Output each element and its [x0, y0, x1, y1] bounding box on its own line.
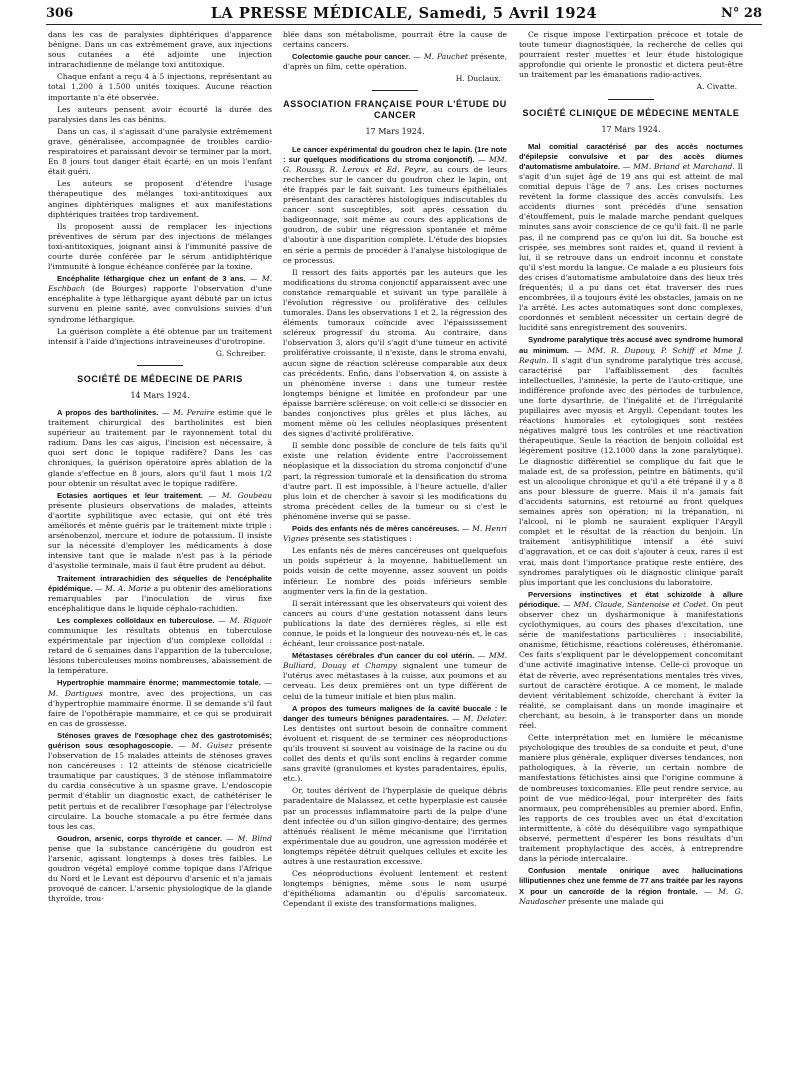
article-text: au cours de leurs recherches sur le cancer du goudron chez le lapin, ont été frappés par le fait suivant. Les tumeurs épithéliales présentant des caractères histologiques indiscutables du cancer sont susceptibles, soit après cessation du badigeonnage, soit même au cours des applications de goudron, de subir une régression spontanée et même d'aboutir à une disparition complète. L'étude des biopsies en série a permis de procéder à l'analyse histologique de ce processus.	[283, 164, 507, 265]
article-title: A propos des bartholinites.	[57, 408, 159, 417]
separator	[608, 99, 654, 100]
column-2	[283, 30, 507, 1080]
article-text: On peut observer chez un dysharmonique à manifestations cyclothymiques, au cours des phases d'excitation, une série de manifestations particulières : insociabilité, onanisme, fétichisme, réactions coléreuses, éthéromanie. Ces faits s'expliquent par le développement concomitant d'une activité imaginative intense. Celle-ci provoque un état de rêverie, avec représentations mentales très vives, surtout de caractère érotique. A ce moment, le malade devient véritablement schizoïde, cherchant à éviter la réalité, se complaisant dans un monde imaginaire et cherchant, au besoin, à le transporter dans un monde réel.	[519, 599, 743, 730]
article-text: (de Bourges) rapporte l'observation d'une encéphalite à type léthargique ayant débuté par un ictus survenu en pleine santé, avec convulsions suivies d'un syndrome léthargique.	[48, 284, 272, 324]
section-heading: SOCIÉTÉ CLINIQUE DE MÉDECINE MENTALE	[522, 107, 740, 118]
header-rule	[46, 24, 762, 25]
article: Encéphalite léthargique chez un enfant de 3 ans. — M. Eschbach (de Bourges) rapporte l'observation d'une encéphalite à type léthargique ayant débuté par un ictus survenu en pleine santé, avec convulsions suivies d'un syndrome léthargique.	[48, 274, 272, 324]
paragraph: blée dans son métabolisme, pourrait être la cause de certains cancers.	[283, 30, 507, 50]
signature: G. Schreiber.	[215, 348, 266, 358]
paragraph: dans les cas de paralysies diphtériques d'apparence bénigne. Dans un cas extrêmement grave, aux injections sous cutanées a été adjointe une injection intrarachidienne de mélange toxi antitoxique.	[48, 30, 272, 70]
article-text: montre, avec des projections, un cas d'hypertrophie mammaire énorme. Il se demande s'il faut faire de l'opothérapie mammaire, et ce qui se produirait en cas de grossesse.	[48, 688, 272, 728]
article-author: M. Blind	[237, 833, 272, 843]
page-number: 306	[46, 6, 74, 21]
paragraph: Ce risque impose l'extirpation précoce et totale de toute tumeur diagnostiquée, la recherche de celles qui pourraient rester muettes et leur étude histologique approfondie qui oriente le pronostic et dictera peut-être un traitement par les émanations radio-actives.	[519, 30, 743, 80]
paragraph: Il serait intéressant que les observateurs qui voient des cancers au cours d'une gestation notassent dans leurs publications la date des dernières règles, si elle est connue, le poids et la longueur des nouveau-nés et, le cas échéant, leur croissance post-natale.	[283, 598, 507, 649]
article-author: MM. Bulliard, Douay et Champy	[283, 651, 507, 671]
article-title: A propos des tumeurs malignes de la cavité buccale : le danger des tumeurs bénignes paradentaires.	[283, 703, 507, 723]
page-header	[46, 4, 762, 24]
article: Poids des enfants nés de mères cancéreuses. — M. Henri Vignes présente ses statistiques :	[283, 524, 507, 544]
article-text: présente l'observation de 15 malades atteints de sténoses graves non cancéreuses : 12 atteints de sténose cicatricielle traumatique par caustiques, 3 de sténose inflammatoire du cardia consécutive à un spasme grave. L'endoscopie permit d'établir un diagnostic exact, de cathétériser le petit pertuis et de recalibrer l'œsophage par l'électrolyse circulaire. La bouche stomacale a pu être fermée dans tous les cas.	[48, 741, 272, 831]
article-text: présente une malade qui	[568, 896, 664, 906]
article: Syndrome paralytique très accusé avec syndrome humoral au minimum. — MM. R. Dupouy, P. Schiff et Mme J. Requin. Il s'agit d'un syndrome paralytique très accusé, caractérisé par l'affaiblissement des facultés intellectuelles, l'amnésie, la perte de l'auto-critique, une indifférence profonde avec des périodes de turbulence, une forte dysarthrie, de l'inégalité et de l'irrégularité pupillaires avec myosis et Argyll. Cependant toutes les réactions humorales et cytologiques sont restées négatives malgré tous les contrôles et une réactivation thérapeutique. Seule la réaction de benjoin colloïdal est légèrement positive (12.1000 dans la zone paralytique). Le diagnostic différentiel se complique du fait que le malade est, de sa profession, peintre en bâtiments, qu'il est un alcoolique chronique et qu'il a été trépané il y a 8 ans pour blessure de guerre. Mais il n'a jamais fait d'accidents saturnins, est retourné au front quelques semaines après son opération; ni la trépanation, ni l'alcool, ni le plomb ne sauraient expliquer l'Argyll complet et le résultat de la réaction du benjoin. Un traitement antisyphilitique intensif a été suivi d'aggravation, et ce cas doit s'ajouter à ceux, rares il est vrai, mais dont l'importance pratique reste entière, des syndromes paralytiques où le diagnostic clinique paraît plus important que les conclusions du laboratoire.	[519, 335, 743, 587]
article-author: M. G. Naudascher	[519, 886, 743, 906]
article-title: Métastases cérébrales d'un cancer du col utérin.	[292, 651, 475, 661]
article-text: signalent une tumeur de l'utérus avec métastases à la cuisse, aux poumons et au cerveau. Les deux premières ont un type différent de celui de la tumeur initiale et bien plus malin.	[283, 661, 507, 701]
article-title: Encéphalite léthargique chez un enfant de 3 ans.	[57, 274, 246, 284]
article-title: Confusion mentale onirique avec hallucinations lilliputiennes chez une femme de 77 ans traitée par les rayons X pour un cancroïde de la région frontale.	[519, 866, 743, 896]
article: Confusion mentale onirique avec hallucinations lilliputiennes chez une femme de 77 ans traitée par les rayons X pour un cancroïde de la région frontale. — M. G. Naudascher présente une malade qui	[519, 866, 743, 906]
paragraph: Cette interprétation met en lumière le mécanisme psychologique des troubles de sa conduite et peut, d'une manière plus générale, expliquer diverses tendances, non pathologiques, à la rêverie, un certain nombre de manifestations fétichistes ainsi que l'origine commune à de nombreuses toxicomanies. Elle peut rendre service, au point de vue médico-légal, pour interpréter des faits anormaux, peu compréhensibles au premier abord. Enfin, les rapports de ces troubles avec un état d'excitation intermittente, à côté du déséquilibre vago sympathique observé, permettent d'espérer les bons résultats d'un traitement prophylactique des accès, à entreprendre dans la période intercalaire.	[519, 733, 743, 864]
article: Traitement intrarachidien des séquelles de l'encéphalite épidémique. — M. A. Marie a pu obtenir des améliorations remarquables par l'inoculation de virus fixe encéphalitique dans le liquide céphalo-rachidien.	[48, 573, 272, 613]
article-author: M. A. Marie	[105, 583, 152, 593]
article: Métastases cérébrales d'un cancer du col utérin. — MM. Bulliard, Douay et Champy signalent une tumeur de l'utérus avec métastases à la cuisse, aux poumons et au cerveau. Les deux premières ont un type différent de celui de la tumeur initiale et bien plus malin.	[283, 651, 507, 701]
signature: A. Civatte.	[696, 82, 737, 92]
article: A propos des tumeurs malignes de la cavité buccale : le danger des tumeurs bénignes paradentaires. — M. Delater. Les dentistes ont surtout besoin de connaître comment évoluent et risquent de se terminer ces néoproductions qu'ils trouvent si souvent au voisinage de la racine ou du collet des dents et qu'ils sont enclins à regarder comme sans gravité (granulomes et kystes paradentaires, épulis, etc.).	[283, 703, 507, 784]
article-title: Traitement intrarachidien des séquelles de l'encéphalite épidémique.	[48, 573, 272, 593]
article-text: estime que le traitement chirurgical des bartholinites est bien supérieur au traitement par le rayonnement total du radium. Dans les cas aigus, l'incision est nécessaire, à quoi sert donc le topique radifère? Dans les cas chroniques, la guérison opératoire après ablation de la glande s'effectue en 8 jours, alors qu'il faut 1 mois 1/2 pour obtenir un résultat avec le topique radifère.	[48, 408, 272, 488]
article-title: Perversions instinctives et état schizoïde à allure périodique.	[519, 589, 743, 609]
article-title: Mal comitial caractérisé par des accès nocturnes d'épilepsie convulsive et par des accès diurnes d'automatisme ambulatoire.	[519, 141, 743, 171]
signature: H. Duclaux.	[455, 74, 501, 84]
article-author: M. Henri Vignes	[283, 524, 507, 544]
article-text: présente, d'après un film, cette opération.	[283, 52, 507, 72]
article-title: Le cancer expérimental du goudron chez le lapin. (1re note : sur quelques modifications du stroma conjonctif).	[283, 144, 507, 164]
article: Ectasies aortiques et leur traitement. — M. Goubeau présente plusieurs observations de malades, atteints d'aortite syphilitique avec ectasie, qui ont été très améliorés et même guéris par le traitement mixte triple : arsénobenzol, mercure et iodure de potassium. Il insiste sur la nécessité d'employer les médicaments à dose intensive tant que le malade n'est pas à la période d'asystolie terminale, mais il faut être prudent au début.	[48, 490, 272, 571]
article: Hypertrophie mammaire énorme; mammectomie totale. — M. Dartigues montre, avec des projections, un cas d'hypertrophie mammaire énorme. Il se demande s'il faut faire de l'opothérapie mammaire, et ce qui se produirait en cas de grossesse.	[48, 678, 272, 728]
paragraph: Il semble donc possible de conclure de tels faits qu'il existe une relation évidente entre l'accroissement néoplasique et la dissociation du stroma conjonctif d'une part, la régression tumorale et la densification du stroma d'autre part. Il est impossible, à l'heure actuelle, d'aller plus loin et de chercher à savoir si les modifications du stroma précèdent celles de la tumeur ou si c'est le phénomène inverse qui se passe.	[283, 441, 507, 521]
paragraph: Dans un cas, il s'agissait d'une paralysie extrêmement grave, généralisée, accompagnée de troubles cardio-respiratoires et paraissant devoir se terminer par la mort. En 8 jours tout danger était écarté; en un mois l'enfant était guéri.	[48, 126, 272, 177]
article-author: M. Riquoir	[229, 615, 272, 625]
article-author: MM. R. Dupouy, P. Schiff et Mme J. Requin.	[519, 345, 743, 365]
article-author: M. Peraire	[173, 408, 215, 417]
paragraph: La guérison complète a été obtenue par un traitement intensif à l'aide d'injections intraveineuses d'urotropine.	[48, 326, 272, 346]
section-date: 17 Mars 1924.	[601, 124, 661, 134]
article-author: M. Pauchet	[423, 52, 468, 62]
article: Sténoses graves de l'œsophage chez des gastrotomisés; guérison sous œsophagoscopie. — M. Guisez présente l'observation de 15 malades atteints de sténoses graves non cancéreuses : 12 atteints de sténose cicatricielle traumatique par caustiques, 3 de sténose inflammatoire du cardia consécutive à un spasme grave. L'endoscopie permit d'établir un diagnostic exact, de cathétériser le petit pertuis et de recalibrer l'œsophage par l'électrolyse circulaire. La bouche stomacale a pu être fermée dans tous les cas.	[48, 730, 272, 831]
paragraph: Or, toutes dérivent de l'hyperplasie de quelque débris paradentaire de Malassez, et cette hyperplasie est causée par un processus inflammatoire parti de la pulpe d'une dent infectée ou d'un sillon gingivo-dentaire; des germes atténués réalisent le même mécanisme que l'irritation expérimentale due au goudron, une agression modérée et longtemps répétée détruit quelques cellules et excite les autres à une restauration excessive.	[283, 786, 507, 867]
section-date: 14 Mars 1924.	[130, 390, 190, 400]
section-heading: ASSOCIATION FRANÇAISE POUR L'ÉTUDE DU CANCER	[283, 99, 507, 121]
paragraph: Chaque enfant a reçu 4 à 5 injections, représentant au total 1.200 à 1.500 unités toxiques. Aucune réaction importante n'a été observée.	[48, 72, 272, 102]
journal-title: LA PRESSE MÉDICALE, Samedi, 5 Avril 1924	[210, 5, 598, 22]
article-title: Poids des enfants nés de mères cancéreuses.	[292, 524, 460, 534]
separator	[137, 365, 183, 366]
article: Mal comitial caractérisé par des accès nocturnes d'épilepsie convulsive et par des accès diurnes d'automatisme ambulatoire. — MM. Briand et Marchand. Il s'agit d'un sujet âgé de 19 ans qui est atteint de mal comitial depuis l'âge de 7 ans. Les crises nocturnes revêtent la forme classique des accès convulsifs. Les accidents diurnes sont précédés d'une sensation d'étouffement, puis le malade marche pendant quelques minutes sans avoir conscience de ce qu'il fait. Il ne parle pas, il ne comprend pas ce qu'on lui dit. Sa bouche est crispée, ses membres sont raides et, quand il revient à lui, il se retrouve dans un endroit inconnu et constate qu'il s'est mordu la langue. Ce malade a eu plusieurs fois des crises d'automatisme ambulatoire dans des lieux très fréquentés; il a pu dans cet état traverser des rues encombrées, il a toujours évité les obstacles, jamais on ne l'a arrêté. Les actes automatiques sont donc complexes, coordonnés et semblent nécessiter un certain degré de lucidité sans enregistrement des souvenirs.	[519, 141, 743, 333]
article-text: Il s'agit d'un sujet âgé de 19 ans qui est atteint de mal comitial depuis l'âge de 7 ans. Les crises nocturnes revêtent la forme classique des accès convulsifs. Les accidents diurnes sont précédés d'une sensation d'étouffement, puis le malade marche pendant quelques minutes sans avoir conscience de ce qu'il fait. Il ne parle pas, il ne comprend pas ce qu'on lui dit. Sa bouche est crispée, ses membres sont raides et, quand il revient à lui, il se retrouve dans un endroit inconnu et constate qu'il s'est mordu la langue. Ce malade a eu plusieurs fois des crises d'automatisme ambulatoire dans des lieux très fréquentés; il a pu dans cet état traverser des rues encombrées, il a toujours évité les obstacles, jamais on ne l'a arrêté. Les actes automatiques sont donc complexes, coordonnés et semblent nécessiter un certain degré de lucidité sans enregistrement des souvenirs.	[519, 161, 743, 333]
article-text: a pu obtenir des améliorations remarquables par l'inoculation de virus fixe encéphalitique dans le liquide céphalo-rachidien.	[48, 583, 272, 613]
article: Colectomie gauche pour cancer. — M. Pauchet présente, d'après un film, cette opération.	[283, 52, 507, 72]
column-3	[519, 30, 743, 1080]
paragraph: Il ressort des faits apportés par les auteurs que les modifications du stroma conjonctif apparaissent avec une constance remarquable et suivant un type parallèle à l'évolution régressive ou proliférative des cellules tumorales. Dans les observations 1 et 2, la régression des éléments tumoraux coïncide avec l'épaississement scléreux progressif du stroma. Au contraire, dans l'observation 3, alors qu'il s'agit d'une tumeur en activité proliférative croissante, il n'existe, dans le stroma envahi, aucun signe de réaction scléreuse comparable aux deux cas précédents. Enfin, dans l'observation 4, on assiste à un phénomène inverse : dans une tumeur restée longtemps bénigne et limitée en profondeur par une épaisse barrière scléreuse, on voit celle-ci se dissocier en bandes conjonctives plus grêles et plus lâches, au moment même où les cellules néoplasiques présentent des signes d'activité proliférative.	[283, 267, 507, 439]
article-text: présente plusieurs observations de malades, atteints d'aortite syphilitique avec ectasie, qui ont été très améliorés et même guéris par le traitement mixte triple : arsénobenzol, mercure et iodure de potassium. Il insiste sur la nécessité d'employer les médicaments à dose intensive tant que le malade n'est pas à la période d'asystolie terminale, mais il faut être prudent au début.	[48, 500, 272, 571]
article-text: Les dentistes ont surtout besoin de connaître comment évoluent et risquent de se terminer ces néoproductions qu'ils trouvent si souvent au voisinage de la racine ou du collet des dents et qu'ils sont enclins à regarder comme sans gravité (granulomes et kystes paradentaires, épulis, etc.).	[283, 723, 507, 784]
article-author: MM. G. Roussy, R. Leroux et Ed. Peyre,	[283, 154, 507, 174]
article-title: Les complexes colloïdaux en tuberculose.	[57, 615, 215, 625]
paragraph: Ils proposent aussi de remplacer les injections préventives de sérum par des injections de mélanges toxi-antitoxiques, joignant ainsi à l'immunité passive de courte durée conférée par le sérum antidiphtérique l'immunité à longue échéance conférée par la toxine.	[48, 221, 272, 272]
article-author: M. Eschbach	[48, 274, 272, 294]
paragraph: Ces néoproductions évoluent lentement et restent longtemps bénignes, même sous le nom usurpé d'épithélioma adamantin ou d'épulis sarcomateux. Cependant il existe des transformations malignes.	[283, 869, 507, 909]
article-text: présente ses statistiques :	[311, 534, 412, 544]
article-title: Hypertrophie mammaire énorme; mammectomie totale.	[57, 678, 261, 688]
column-1	[48, 30, 272, 1080]
article-title: Syndrome paralytique très accusé avec syndrome humoral au minimum.	[519, 335, 743, 355]
article-text: pense que la substance cancérigène du goudron est l'arsenic, agissant longtemps à doses très faibles. Le goudron végétal employé comme topique dans l'Afrique du Nord et le Levant est dépourvu d'arsenic et n'a jamais provoqué de cancer. L'arsenic physiologique de la glande thyroïde, trou-	[48, 843, 272, 904]
paragraph: Les auteurs se proposent d'étendre l'usage thérapeutique des mélanges toxi-antitoxiques aux angines diphtériques malignes et aux manifestations diphtériques traitées trop tardivement.	[48, 179, 272, 219]
article-title: Sténoses graves de l'œsophage chez des gastrotomisés; guérison sous œsophagoscopie.	[48, 730, 272, 750]
article: Goudron, arsenic, corps thyroïde et cancer. — M. Blind pense que la substance cancérigène du goudron est l'arsenic, agissant longtemps à doses très faibles. Le goudron végétal employé comme topique dans l'Afrique du Nord et le Levant est dépourvu d'arsenic et n'a jamais provoqué de cancer. L'arsenic physiologique de la glande thyroïde, trou-	[48, 833, 272, 904]
article-author: M. Dartigues	[48, 688, 103, 698]
separator	[372, 90, 418, 91]
article-author: M. Goubeau	[221, 490, 272, 500]
article-title: Goudron, arsenic, corps thyroïde et cancer.	[57, 833, 222, 843]
article: Le cancer expérimental du goudron chez le lapin. (1re note : sur quelques modifications du stroma conjonctif). — MM. G. Roussy, R. Leroux et Ed. Peyre, au cours de leurs recherches sur le cancer du goudron chez le lapin, ont été frappés par le fait suivant. Les tumeurs épithéliales présentant des caractères histologiques indiscutables du cancer sont susceptibles, soit après cessation du badigeonnage, soit même au cours des applications de goudron, de subir une régression spontanée et même d'aboutir à une disparition complète. L'étude des biopsies en série a permis de procéder à l'analyse histologique de ce processus.	[283, 144, 507, 265]
issue-number: N° 28	[721, 6, 762, 21]
paragraph: Les auteurs pensent avoir écourté la durée des paralysies dans les cas bénins.	[48, 104, 272, 124]
article: Perversions instinctives et état schizoïde à allure périodique. — MM. Claude, Santenoise et Codet. On peut observer chez un dysharmonique à manifestations cyclothymiques, au cours des phases d'excitation, une série de manifestations particulières : insociabilité, onanisme, fétichisme, réactions coléreuses, éthéromanie. Ces faits s'expliquent par le développement concomitant d'une activité imaginative intense. Celle-ci provoque un état de rêverie, avec représentations mentales très vives, surtout de caractère érotique. A ce moment, le malade devient véritablement schizoïde, cherchant à éviter la réalité, se complaisant dans un monde imaginaire et cherchant, au besoin, à le transporter dans un monde réel.	[519, 589, 743, 730]
section-heading: SOCIÉTÉ DE MÉDECINE DE PARIS	[77, 373, 243, 384]
article: A propos des bartholinites. — M. Peraire estime que le traitement chirurgical des bartholinites est bien supérieur au traitement par le rayonnement total du radium. Dans les cas aigus, l'incision est nécessaire, à quoi sert donc le topique radifère? Dans les cas chroniques, la guérison opératoire après ablation de la glande s'effectue en 8 jours, alors qu'il faut 1 mois 1/2 pour obtenir un résultat avec le topique radifère.	[48, 408, 272, 488]
article-title: Ectasies aortiques et leur traitement.	[57, 490, 203, 500]
article-title: Colectomie gauche pour cancer.	[292, 52, 411, 62]
article-text: Il s'agit d'un syndrome paralytique très accusé, caractérisé par l'affaiblissement des facultés intellectuelles, l'amnésie, la perte de l'auto-critique, une indifférence profonde avec des périodes de turbulence, une forte dysarthrie, de l'inégalité et de l'irrégularité pupillaires avec myosis et Argyll. Cependant toutes les réactions humorales et cytologiques sont restées négatives malgré tous les contrôles et une réactivation thérapeutique. Seule la réaction de benjoin colloïdal est légèrement positive (12.1000 dans la zone paralytique). Le diagnostic différentiel se complique du fait que le malade est, de sa profession, peintre en bâtiments, qu'il est un alcoolique chronique et qu'il a été trépané il y a 8 ans pour blessure de guerre. Mais il n'a jamais fait d'accidents saturnins, est retourné au front quelques semaines après son opération; ni la trépanation, ni l'alcool, ni le plomb ne sauraient expliquer l'Argyll complet et le résultat de la réaction du benjoin. Un traitement antisyphilitique intensif a été suivi d'aggravation, et ce cas doit s'ajouter à ceux, rares il est vrai, mais dont l'importance pratique reste entière, des syndromes paralytiques où le diagnostic clinique paraît plus important que les conclusions du laboratoire.	[519, 355, 743, 587]
article-author: MM. Briand et Marchand.	[633, 161, 735, 171]
article-author: M. Guisez	[191, 741, 233, 750]
article-author: MM. Claude, Santenoise et Codet.	[573, 599, 709, 609]
paragraph: Les enfants nés de mères cancéreuses ont quelquefois un poids supérieur à la moyenne, habituellement un poids voisin de cette moyenne, assez souvent un poids inférieur. Le nombre des poids inférieurs semble augmenter vers la fin de la gestation.	[283, 546, 507, 596]
article: Les complexes colloïdaux en tuberculose. — M. Riquoir communique les résultats obtenus en tuberculose expérimentale par injection d'un complexe colloïdal : retard de 6 semaines dans l'apparition de la tuberculose, lésions tuberculeuses moins nombreuses, abaissement de la température.	[48, 615, 272, 676]
section-date: 17 Mars 1924.	[365, 127, 425, 137]
article-text: communique les résultats obtenus en tuberculose expérimentale par injection d'un complexe colloïdal : retard de 6 semaines dans l'apparition de la tuberculose, lésions tuberculeuses moins nombreuses, abaissement de la température.	[48, 625, 272, 676]
article-author: M. Delater.	[463, 713, 507, 723]
